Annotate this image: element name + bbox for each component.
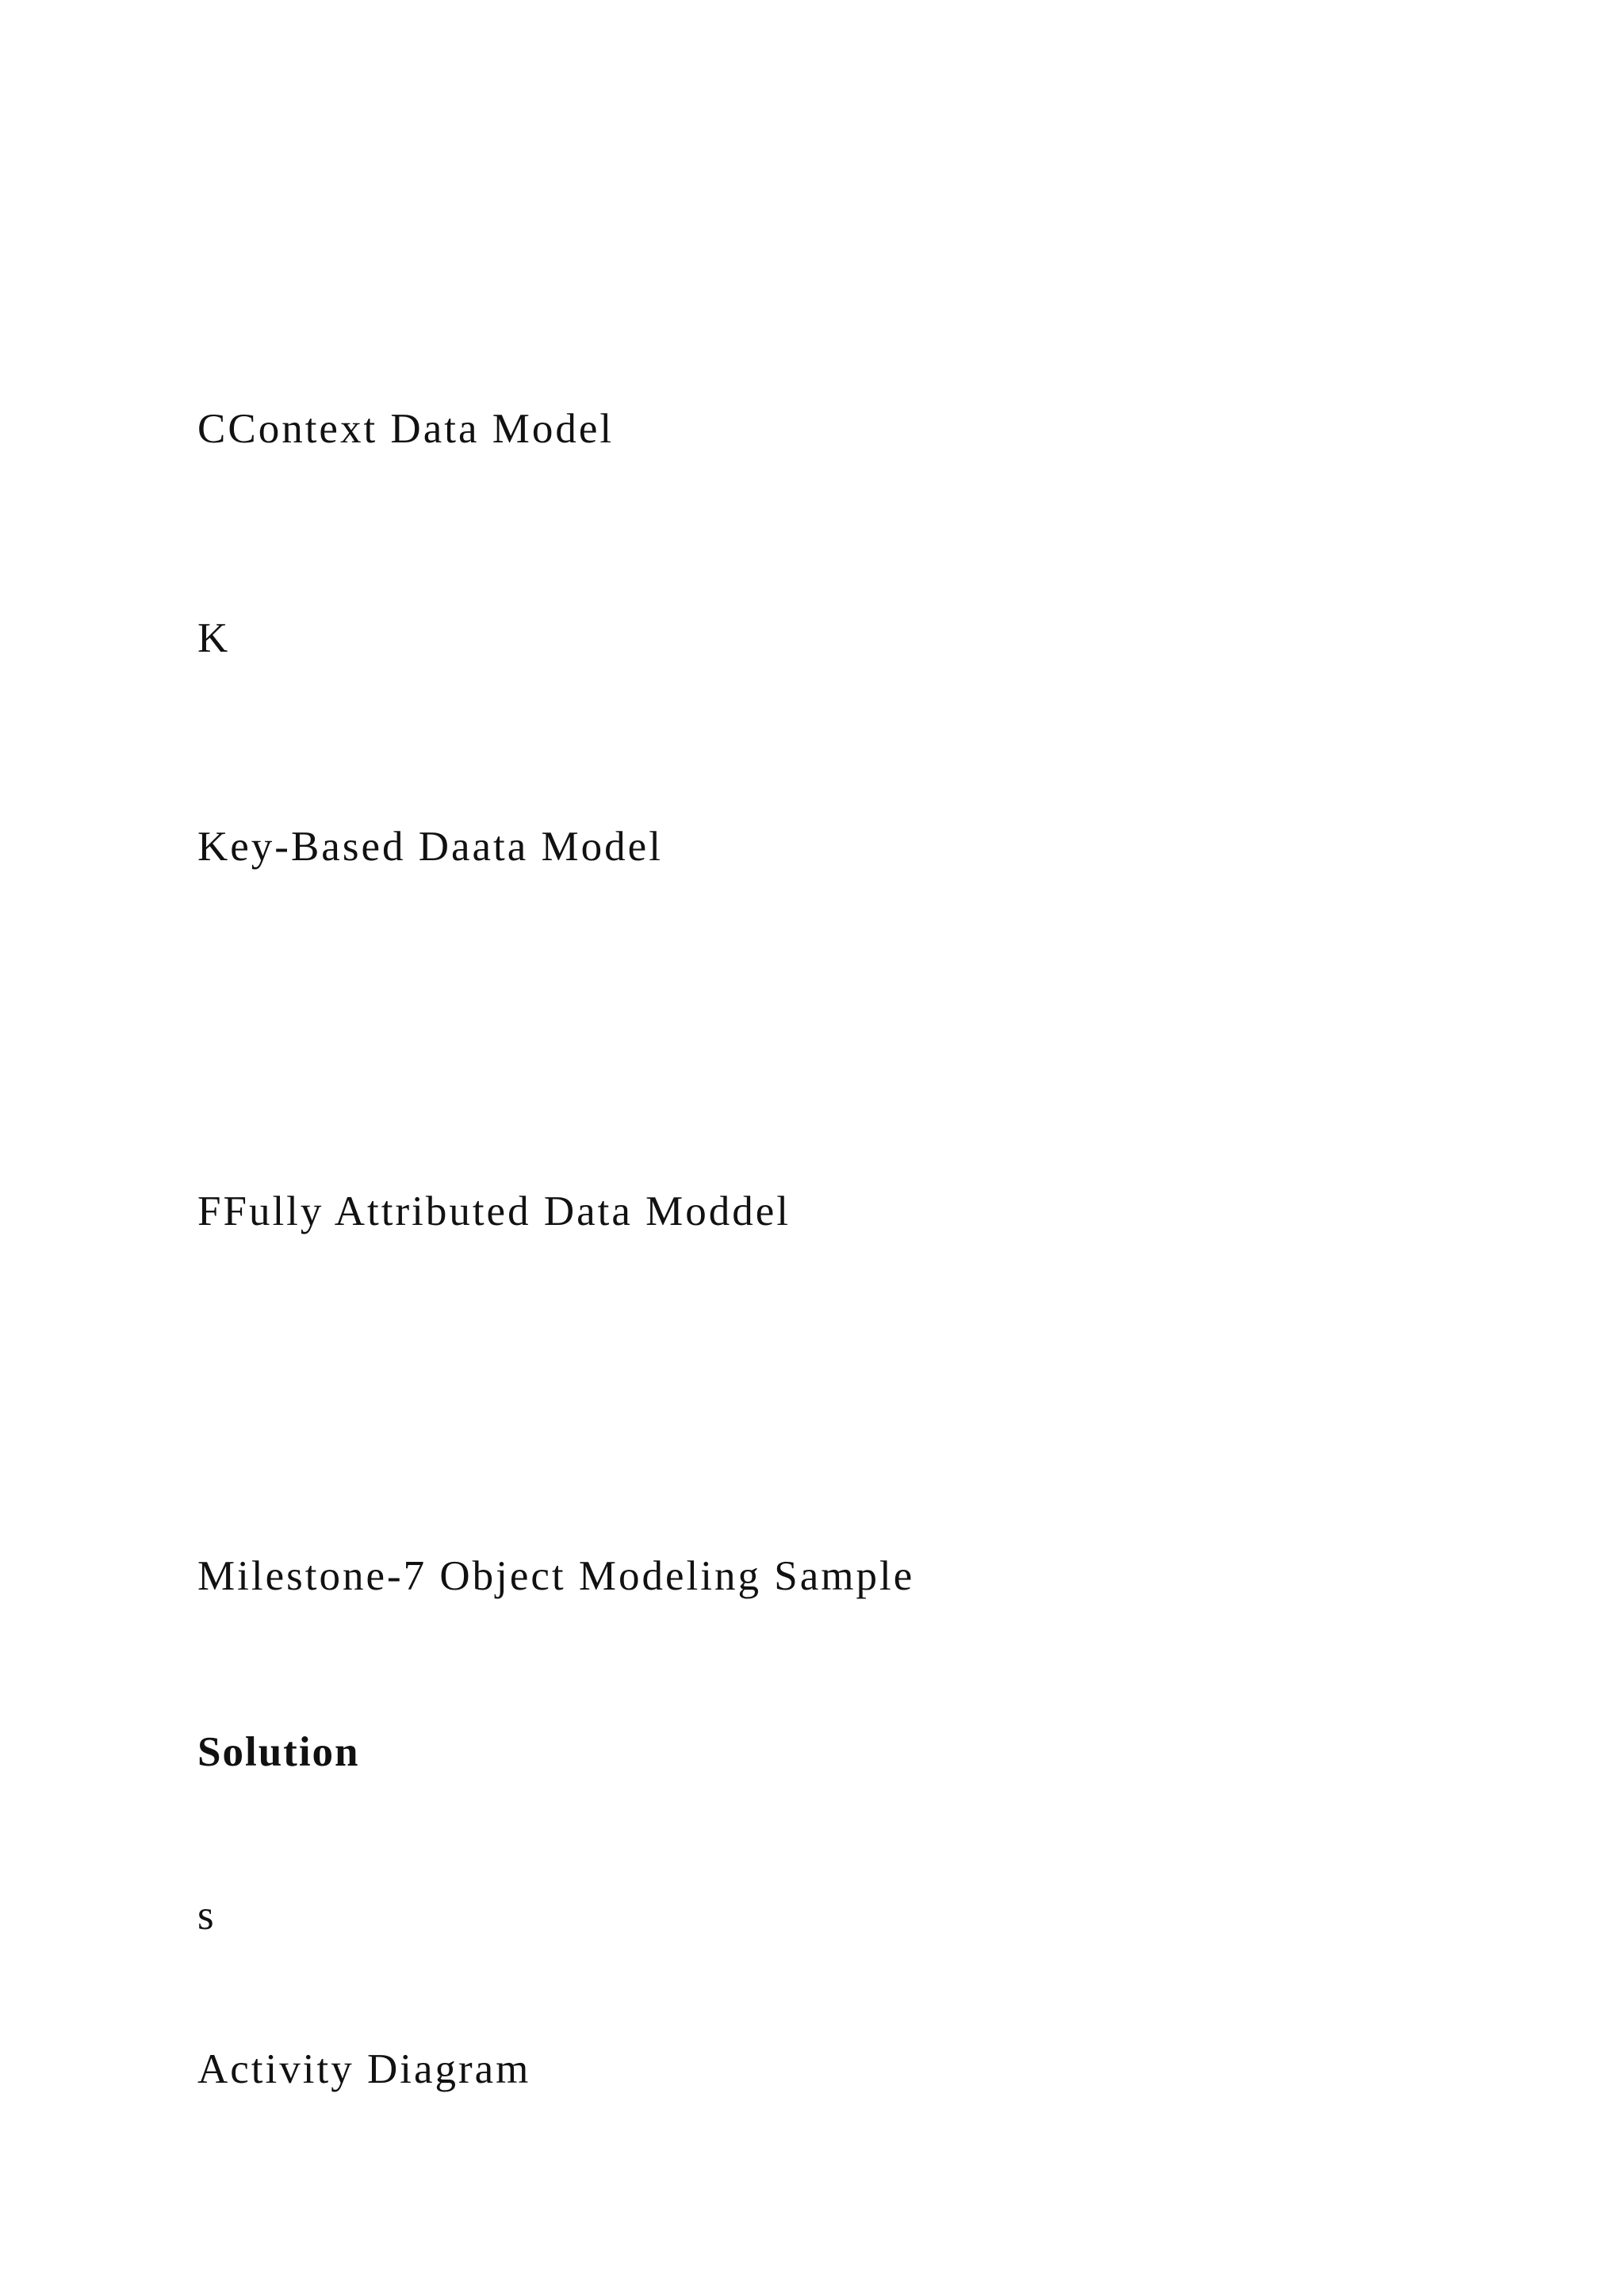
milestone-heading: Milestone-7 Object Modeling Sample: [197, 1553, 915, 1599]
stray-letter-s: s: [197, 1892, 216, 1938]
key-based-data-model-heading: Key-Based Daata Model: [197, 824, 663, 870]
context-data-model-heading: CContext Data Model: [197, 406, 615, 452]
stray-letter-k: K: [197, 615, 231, 661]
fully-attributed-data-model-heading: FFully Attributed Data Moddel: [197, 1188, 791, 1234]
solution-heading: Solution: [197, 1729, 360, 1775]
activity-diagram-heading: Activity Diagram: [197, 2046, 531, 2092]
